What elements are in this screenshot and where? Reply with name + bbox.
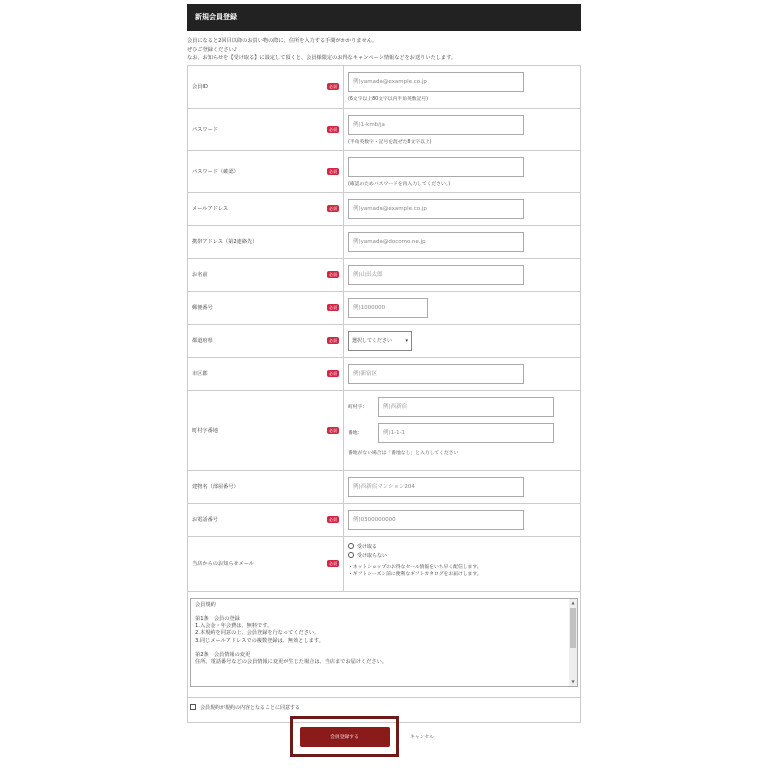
town-input[interactable] [378,397,554,417]
required-badge: 必須 [329,84,337,89]
submit-highlight [290,716,399,757]
required-badge: 必須 [329,305,337,310]
newsletter-option-receive[interactable]: 受け取る [348,543,580,550]
row-terms [188,598,580,698]
radio-icon[interactable] [348,552,354,558]
row-password-confirm: パスワード（確認） 必須 (確認のためパスワードを再入力してください。) [188,151,580,193]
terms-scrollbar[interactable] [569,599,577,686]
row-building: 建物名（部屋番号） 例)西新宿マンション204 [188,471,580,504]
row-email: メールアドレス 必須 例)yamada@example.co.jp [188,193,580,226]
row-zip: 郵便番号 必須 例)1000000 [188,292,580,325]
agree-checkbox-row[interactable]: 会員規約が規約の内容となることに同意する [188,698,580,711]
password-confirm-input[interactable] [348,157,524,177]
row-phone: お電話番号 必須 例)0300000000 [188,504,580,537]
member-id-input[interactable] [348,72,524,92]
required-badge: 必須 [329,427,337,433]
row-name: お名前 必須 例)山田太郎 [188,259,580,292]
row-member-id: 会員ID 必須 例)yamada@example.co.jp (6文字以上80文字以内半角英数記号) [188,66,580,109]
chevron-down-icon: ▾ [405,337,408,344]
required-badge: 必須 [329,517,337,522]
phone-input[interactable] [348,510,524,530]
password-input[interactable] [348,115,524,135]
scroll-down-icon[interactable]: ▼ [571,678,575,684]
row-mobile-email: 携帯アドレス（第2連絡先） 例)yamada@docomo.ne.jp [188,226,580,259]
intro-text: 会員になると2回目以降のお買い物の際に、住所を入力する手間がかかりません。 ぜひご登録ください♪ なお、お知らせを【受け取る】に設定して頂くと、会員様限定のお得なキャンペーン情報などをお送りいたします。 [187,38,457,61]
required-badge: 必須 [329,561,337,566]
radio-icon[interactable] [348,543,354,549]
registration-panel [187,4,581,723]
row-town: 町村字番地 必須 町村字： 例)西新宿 番地： 例)1-1-1 番地がない場合は「番地なし」と入力してください [188,391,580,471]
row-newsletter: 当店からのお知らせメール 必須 受け取る 受け取らない ・ネットショップのお得なセール情報をいち早く配信します。 ・ギフトシーズン前に便利なギフトカタログをお届けします。 [188,537,580,592]
agree-checkbox[interactable] [190,704,196,710]
mobile-email-input[interactable] [348,232,524,252]
required-badge: 必須 [329,371,337,376]
zip-input[interactable] [348,298,428,318]
email-input[interactable] [348,199,524,219]
submit-button[interactable]: 会員登録する [300,727,390,747]
name-input[interactable] [348,265,524,285]
terms-textarea[interactable]: 会員規約 第1条 会員の登録 1.入会金・年会費は、無料です。 2.本規約を同意の上、会員登録を行なってください。 3.同じメールアドレスでの複数登録は、無効とします。 第2条 会員情報の変更 住所、電話番号などの会員情報に変更が生じた場合は、当店までお届けください。 ▲ ▼ [190,598,578,687]
prefecture-select[interactable]: 選択してください ▾ [348,331,412,351]
block-input[interactable] [378,423,554,443]
row-prefecture: 都道府県 必須 選択してください ▾ [188,325,580,358]
required-badge: 必須 [329,272,337,277]
required-badge: 必須 [329,126,337,132]
row-password: パスワード 必須 例)1-kmb/ja (半角英数字・記号を混ぜた8文字以上) [188,109,580,151]
scroll-thumb[interactable] [570,608,576,648]
required-badge: 必須 [329,206,337,211]
scroll-up-icon[interactable]: ▲ [571,599,575,605]
required-badge: 必須 [329,338,337,343]
cancel-link[interactable]: キャンセル [410,735,434,740]
row-city: 市区郡 必須 例)新宿区 [188,358,580,391]
building-input[interactable] [348,477,524,497]
required-badge: 必須 [329,168,337,174]
registration-form [187,65,581,723]
city-input[interactable] [348,364,524,384]
page-title: 新規会員登録 [187,4,581,31]
newsletter-option-decline[interactable]: 受け取らない [348,552,580,559]
